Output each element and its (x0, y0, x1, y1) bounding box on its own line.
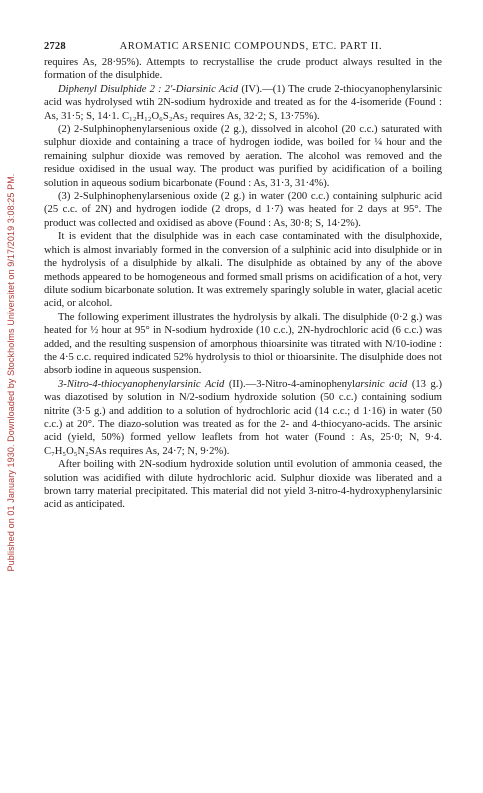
paragraph-disulphoxide-note: It is evident that the disulphide was in each case contaminated with the disulphoxide, which is almost invariably formed in the conversion of a sulphinic acid into disulphide or in the hydrolysis of a disulphide by alkali. The disulphide as obtained by any of the above methods appeared to be homogeneous and formed small prisms on acidification of a hot, very dilute sodium bicarbonate solution. It was extremely sparingly soluble in water, glacial acetic acid, or alcohol. (44, 231, 442, 310)
paragraph-nitro-thiocyano-acid: 3-Nitro-4-thiocyanophenylarsinic Acid (II).—3-Nitro-4-aminophenylarsinic acid (13 g.) was diazotised by solution in N/2-sodium hydroxide solution (50 c.c.) containing sodium nitrite (3·5 g.) and addition to a solution of hydrochloric acid (14 c.c.; d 1·16) in water (50 c.c.) at 20°. The diazo-solution was treated as for the 2- and 4-thiocyano-acids. The arsinic acid (yield, 50%) formed yellow leaflets from hot water (Found : As, 25·0; N, 9·4. C₇H₅O₅N₂SAs requires As, 24·7; N, 9·2%). (44, 378, 442, 457)
paragraph-alkali-boiling: After boiling with 2N-sodium hydroxide solution until evolution of ammonia ceased, the solution was acidified with dilute hydrochloric acid. Sulphur dioxide was liberated and a brown tarry material precipitated. This material did not yield 3-nitro-4-hydroxyphenylarsinic acid as anticipated. (44, 459, 442, 511)
paragraph-diphenyl-disulphide: Diphenyl Disulphide 2 : 2′-Diarsinic Acid (IV).—(1) The crude 2-thiocyanophenylarsinic acid was hydrolysed wtih 2N-sodium hydroxide and treated as for the 4-isomeride (Found : As, 31·5; S, 14·1. C₁₂H₁₂O₆S₂As₂ requires As, 32·2; S, 13·75%). (44, 83, 443, 122)
page-header (44, 41, 442, 52)
article-body (44, 56, 442, 512)
page-number: 2728 (44, 41, 66, 52)
paragraph-method-3: (3) 2-Sulphinophenylarsenious oxide (2 g.) in water (200 c.c.) containing sulphuric acid (25 c.c. of 2N) and hydrogen iodide (2 drops, d 1·7) was heated for 2 days at 95°. The product was collected and oxidised as above (Found : As, 30·8; S, 14·2%). (44, 191, 442, 229)
running-title: AROMATIC ARSENIC COMPOUNDS, ETC. PART II. (119, 41, 383, 52)
paragraph-hydrolysis-experiment: The following experiment illustrates the hydrolysis by alkali. The disulphide (0·2 g.) was heated for ½ hour at 95° in N-sodium hydroxide (10 c.c.), 2N-hydrochloric acid (6 c.c.) was added, and the resulting suspension of amorphous thioarsinite was titrated with N/10-iodine : the 4·5 c.c. required indicated 52% hydrolysis to thiol or thioarsinite. The disulphide does not absorb iodine in aqueous suspension. (44, 311, 442, 377)
download-watermark (4, 40, 18, 705)
download-watermark-text: Published on 01 January 1930. Downloaded by Stockholms Universitet on 9/17/2019 3:08:25 PM. (6, 173, 16, 572)
journal-page (44, 41, 442, 512)
paragraph-method-2: (2) 2-Sulphinophenylarsenious oxide (2 g.), dissolved in alcohol (20 c.c.) saturated with sulphur dioxide and containing a trace of hydrogen iodide, was boiled for ¼ hour and the remaining sulphur dioxide was removed by aeration. The alcohol was removed and the residue oxidised in the usual way. The product was purified by acidification of a boiling solution in aqueous sodium bicarbonate (Found : As, 31·3, 31·4%). (44, 124, 442, 189)
paragraph-continuation: requires As, 28·95%). Attempts to recrystallise the crude product always resulted in the formation of the disulphide. (44, 57, 442, 82)
